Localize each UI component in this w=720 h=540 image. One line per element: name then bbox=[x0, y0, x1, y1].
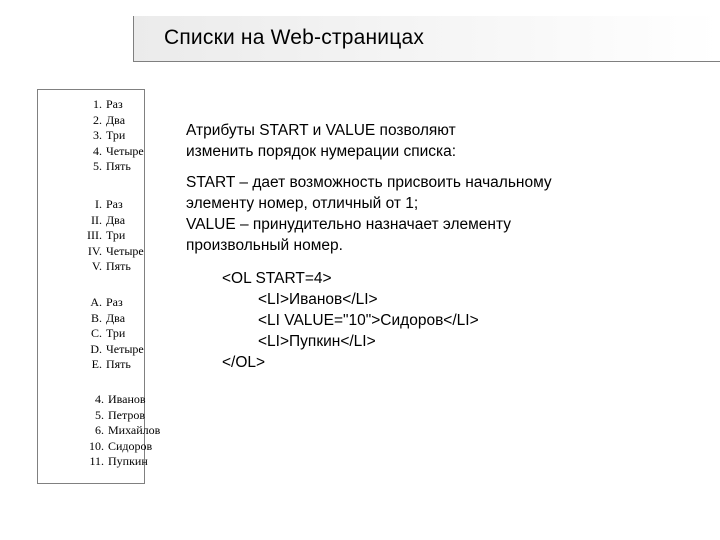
list-item-number: 10. bbox=[89, 438, 104, 453]
list-item-number: III. bbox=[87, 228, 102, 242]
list-item bbox=[38, 392, 144, 408]
list-item-label: Михайлов bbox=[108, 423, 161, 437]
list-item-label: Три bbox=[106, 228, 126, 242]
list-item-label: Иванов bbox=[108, 392, 146, 406]
list-item bbox=[38, 342, 144, 358]
list-item-number: 4. bbox=[93, 143, 102, 158]
list-item-number: 6. bbox=[95, 423, 104, 437]
list-item-label: Пять bbox=[106, 357, 131, 371]
code-line: <LI VALUE="10">Сидоров</LI> bbox=[258, 312, 479, 329]
list-item-number: 2. bbox=[93, 112, 102, 127]
code-line: <LI>Иванов</LI> bbox=[258, 291, 378, 308]
list-group-arabic bbox=[38, 97, 144, 175]
list-item-label: Петров bbox=[108, 407, 146, 422]
code-line: <LI>Пупкин</LI> bbox=[258, 333, 376, 350]
intro-line: Атрибуты START и VALUE позволяют bbox=[186, 122, 456, 139]
list-item bbox=[38, 357, 144, 373]
list-item-label: Пять bbox=[106, 259, 131, 273]
list-item-label: Раз bbox=[106, 295, 123, 309]
list-item-label: Три bbox=[106, 128, 126, 142]
list-item bbox=[38, 144, 144, 160]
list-item-number: E. bbox=[91, 357, 102, 371]
list-item-label: Раз bbox=[106, 197, 123, 211]
list-item-label: Сидоров bbox=[108, 438, 153, 453]
list-item-number: A. bbox=[90, 295, 102, 309]
list-item-number: IV. bbox=[87, 243, 102, 258]
list-item-label: Три bbox=[106, 326, 126, 340]
list-item-number: D. bbox=[90, 341, 102, 356]
list-item bbox=[38, 244, 144, 260]
list-item-label: Четыре bbox=[106, 243, 144, 258]
intro-paragraph bbox=[186, 120, 706, 162]
list-item-number: V. bbox=[91, 259, 102, 273]
list-item-number: C. bbox=[90, 326, 102, 340]
list-item bbox=[38, 438, 153, 455]
code-example bbox=[222, 268, 479, 373]
list-item-number: I. bbox=[95, 197, 102, 211]
list-item bbox=[38, 228, 144, 244]
start-description-line: START – дает возможность присвоить начальному bbox=[186, 174, 552, 191]
list-item-label: Пять bbox=[106, 159, 131, 173]
list-item bbox=[38, 159, 144, 175]
list-item bbox=[38, 259, 144, 275]
list-item bbox=[38, 97, 144, 113]
list-item-label: Два bbox=[106, 212, 126, 227]
start-description-line: элементу номер, отличный от 1; bbox=[186, 195, 419, 212]
list-item-label: Раз bbox=[106, 97, 123, 111]
list-item-label: Четыре bbox=[106, 143, 144, 158]
list-item-number: 11. bbox=[89, 454, 104, 468]
title-bar bbox=[133, 16, 720, 62]
list-item-label: Два bbox=[106, 112, 126, 127]
list-group-alpha bbox=[38, 295, 144, 373]
list-item bbox=[38, 311, 144, 327]
list-group-roman bbox=[38, 197, 144, 275]
code-line: <OL START=4> bbox=[222, 270, 332, 287]
value-description-line: произвольный номер. bbox=[186, 237, 343, 254]
list-item-label: Пупкин bbox=[108, 454, 148, 468]
list-item bbox=[38, 423, 161, 439]
list-group-custom-start bbox=[38, 392, 161, 470]
list-item-number: II. bbox=[91, 212, 102, 227]
list-item-number: 4. bbox=[95, 392, 104, 406]
list-item-number: 5. bbox=[93, 159, 102, 173]
attributes-paragraph bbox=[186, 172, 706, 256]
list-item bbox=[38, 454, 148, 470]
list-item bbox=[38, 113, 144, 129]
intro-line: изменить порядок нумерации списка: bbox=[186, 143, 457, 160]
list-item-number: 5. bbox=[95, 407, 104, 422]
list-item bbox=[38, 128, 144, 144]
slide-title: Списки на Web-страницах bbox=[164, 26, 425, 49]
list-item-number: 1. bbox=[93, 97, 102, 111]
list-item-label: Два bbox=[106, 310, 126, 325]
code-line: </OL> bbox=[222, 354, 266, 371]
slide-body bbox=[186, 120, 706, 256]
list-item-number: B. bbox=[90, 310, 102, 325]
value-description-line: VALUE – принудительно назначает элементу bbox=[186, 216, 511, 233]
list-item bbox=[38, 295, 144, 311]
list-item-label: Четыре bbox=[106, 341, 144, 356]
list-item bbox=[38, 197, 144, 213]
list-example-image bbox=[37, 89, 161, 484]
list-item bbox=[38, 326, 144, 342]
list-item bbox=[38, 213, 144, 229]
list-item-number: 3. bbox=[93, 128, 102, 142]
list-item bbox=[38, 408, 144, 424]
